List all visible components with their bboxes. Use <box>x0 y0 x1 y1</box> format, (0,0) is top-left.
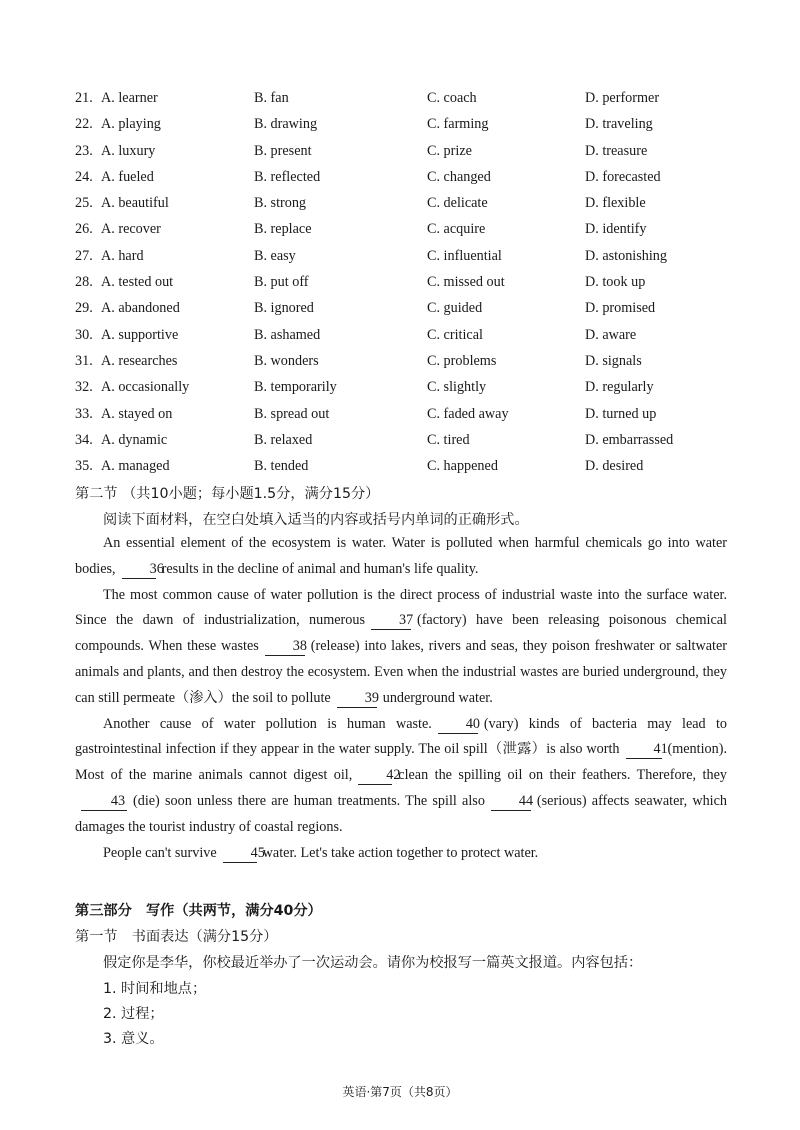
blank-43[interactable]: 43 <box>81 793 127 811</box>
option-c[interactable]: C. faded away <box>427 405 509 422</box>
prompt-item-2: 2. 过程； <box>103 1006 164 1022</box>
text: clean the spilling oil on their feathers. Therefore, they <box>398 767 727 784</box>
option-d[interactable]: D. treasure <box>585 142 648 159</box>
option-a[interactable]: A. hard <box>101 247 144 264</box>
option-a[interactable]: A. researches <box>101 352 178 369</box>
option-row <box>75 325 775 351</box>
question-number: 31. <box>75 352 93 369</box>
question-number: 25. <box>75 195 93 212</box>
option-a[interactable]: A. stayed on <box>101 405 173 422</box>
text: (vary) kinds of bacteria may lead to gastrointestinal infection if they appear in the water supply. The oil spill（泄露）is also worth <box>75 715 728 758</box>
question-number: 24. <box>75 168 93 185</box>
option-d[interactable]: D. performer <box>585 90 660 106</box>
option-row <box>75 167 775 193</box>
text: The most common cause of water pollution is the direct process of industrial waste into the surface water. Since the dawn of industrialization, numerous <box>75 586 727 629</box>
text: results in the decline of animal and human's life quality. <box>161 560 479 577</box>
option-b[interactable]: B. spread out <box>254 405 330 422</box>
text: People can't survive <box>103 844 217 861</box>
option-a[interactable]: A. abandoned <box>101 300 180 317</box>
option-a[interactable]: A. learner <box>101 90 158 106</box>
page-footer: 英语·第7页（共8页） <box>342 1085 458 1099</box>
option-d[interactable]: D. promised <box>585 300 656 317</box>
question-number: 26. <box>75 221 93 238</box>
option-a[interactable]: A. recover <box>101 221 161 238</box>
part-3-subheading: 第一节 书面表达（满分15分） <box>75 929 278 945</box>
text: (release) into lakes, rivers and seas, they poison freshwater or saltwater animals and plants, and then destroy the ecosystem. Even when the industrial wastes are buried underground, they can still permeate（渗入）the soil to pollute <box>75 638 727 706</box>
paragraph-3 <box>75 712 727 841</box>
blank-36[interactable]: 36 <box>122 561 156 579</box>
option-b[interactable]: B. reflected <box>254 168 321 185</box>
option-b[interactable]: B. wonders <box>254 352 319 369</box>
passage <box>75 531 727 866</box>
blank-40[interactable]: 40 <box>438 716 478 734</box>
option-d[interactable]: D. took up <box>585 274 646 291</box>
text: water. Let's take action together to protect water. <box>262 844 539 861</box>
option-a[interactable]: A. playing <box>101 116 161 133</box>
option-c[interactable]: C. problems <box>427 352 497 369</box>
option-c[interactable]: C. critical <box>427 326 483 343</box>
writing-prompt: 假定你是李华，你校最近举办了一次运动会。请你为校报写一篇英文报道。内容包括： <box>103 955 643 971</box>
text: (factory) have been releasing poisonous chemical compounds. When these wastes <box>75 612 727 655</box>
option-c[interactable]: C. happened <box>427 458 498 475</box>
option-c[interactable]: C. missed out <box>427 274 505 291</box>
paragraph-1 <box>75 531 727 583</box>
option-row <box>75 430 775 456</box>
question-number: 32. <box>75 379 93 396</box>
section-2-heading: 第二节 （共10小题；每小题1.5分，满分15分） <box>75 486 380 502</box>
option-c[interactable]: C. acquire <box>427 221 486 238</box>
option-c[interactable]: C. delicate <box>427 195 488 212</box>
blank-38[interactable]: 38 <box>265 638 305 656</box>
option-row <box>75 404 775 430</box>
blank-44[interactable]: 44 <box>491 793 531 811</box>
text: (mention). Most of the marine animals cannot digest oil, <box>75 741 727 784</box>
option-c[interactable]: C. guided <box>427 300 483 317</box>
question-number: 23. <box>75 142 93 159</box>
option-c[interactable]: C. prize <box>427 142 472 159</box>
option-a[interactable]: A. tested out <box>101 274 174 291</box>
option-c[interactable]: C. farming <box>427 116 489 133</box>
text: Another cause of water pollution is human waste. <box>103 715 432 732</box>
blank-42[interactable]: 42 <box>358 767 392 785</box>
option-d[interactable]: D. identify <box>585 221 647 238</box>
option-a[interactable]: A. fueled <box>101 168 154 185</box>
option-row <box>75 114 775 140</box>
blank-37[interactable]: 37 <box>371 612 411 630</box>
option-c[interactable]: C. tired <box>427 431 470 448</box>
option-c[interactable]: C. slightly <box>427 379 487 396</box>
option-a[interactable]: A. luxury <box>101 142 156 159</box>
option-b[interactable]: B. ashamed <box>254 326 321 343</box>
option-d[interactable]: D. traveling <box>585 116 653 133</box>
prompt-item-3: 3. 意义。 <box>103 1031 164 1047</box>
option-b[interactable]: B. ignored <box>254 300 314 317</box>
text: An essential element of the ecosystem is water. Water is polluted when harmful chemicals go into water bodies, <box>75 535 727 577</box>
question-number: 33. <box>75 405 93 422</box>
question-number: 21. <box>75 90 93 106</box>
option-d[interactable]: D. forecasted <box>585 168 661 185</box>
option-b[interactable]: B. relaxed <box>254 431 313 448</box>
section-2-instruction: 阅读下面材料，在空白处填入适当的内容或括号内单词的正确形式。 <box>103 512 529 528</box>
blank-41[interactable]: 41 <box>626 741 662 759</box>
option-d[interactable]: D. embarrassed <box>585 431 674 448</box>
text: (die) soon unless there are human treatments. The spill also <box>133 792 485 809</box>
question-number: 29. <box>75 300 93 317</box>
option-d[interactable]: D. turned up <box>585 405 657 422</box>
option-b[interactable]: B. strong <box>254 195 307 212</box>
option-c[interactable]: C. influential <box>427 247 502 264</box>
option-b[interactable]: B. replace <box>254 221 312 238</box>
option-row <box>75 456 775 482</box>
option-d[interactable]: D. astonishing <box>585 247 667 264</box>
option-b[interactable]: B. temporarily <box>254 379 337 396</box>
question-number: 27. <box>75 247 93 264</box>
option-d[interactable]: D. signals <box>585 352 642 369</box>
text: (serious) affects seawater, which damages the tourist industry of coastal regions. <box>75 792 727 835</box>
question-number: 35. <box>75 458 93 475</box>
option-d[interactable]: D. flexible <box>585 195 646 212</box>
prompt-item-1: 1. 时间和地点； <box>103 981 207 997</box>
option-b[interactable]: B. easy <box>254 247 296 264</box>
question-number: 22. <box>75 116 93 133</box>
option-b[interactable]: B. fan <box>254 90 289 106</box>
option-row <box>75 246 775 272</box>
paragraph-2 <box>75 583 727 712</box>
option-b[interactable]: B. present <box>254 142 312 159</box>
option-a[interactable]: A. supportive <box>101 326 179 343</box>
question-number: 30. <box>75 326 93 343</box>
option-row <box>75 298 775 324</box>
blank-39[interactable]: 39 <box>337 690 377 708</box>
option-row <box>75 141 775 167</box>
part-3-heading: 第三部分 写作（共两节，满分40分） <box>75 903 322 919</box>
option-c[interactable]: C. coach <box>427 90 477 106</box>
option-d[interactable]: D. desired <box>585 458 644 475</box>
question-number: 34. <box>75 431 93 448</box>
paragraph-4 <box>75 841 727 867</box>
cloze-options <box>75 88 775 482</box>
option-b[interactable]: B. drawing <box>254 116 318 133</box>
option-d[interactable]: D. regularly <box>585 379 654 396</box>
option-b[interactable]: B. put off <box>254 274 309 291</box>
option-b[interactable]: B. tended <box>254 458 309 475</box>
option-c[interactable]: C. changed <box>427 168 491 185</box>
option-row <box>75 351 775 377</box>
option-row <box>75 193 775 219</box>
option-a[interactable]: A. beautiful <box>101 195 169 212</box>
option-row <box>75 219 775 245</box>
option-row <box>75 272 775 298</box>
question-number: 28. <box>75 274 93 291</box>
blank-45[interactable]: 45 <box>223 845 257 863</box>
option-a[interactable]: A. occasionally <box>101 379 190 396</box>
text: underground water. <box>382 689 493 706</box>
option-a[interactable]: A. managed <box>101 458 170 475</box>
option-a[interactable]: A. dynamic <box>101 431 168 448</box>
option-row <box>75 88 775 114</box>
option-row <box>75 377 775 403</box>
option-d[interactable]: D. aware <box>585 326 637 343</box>
